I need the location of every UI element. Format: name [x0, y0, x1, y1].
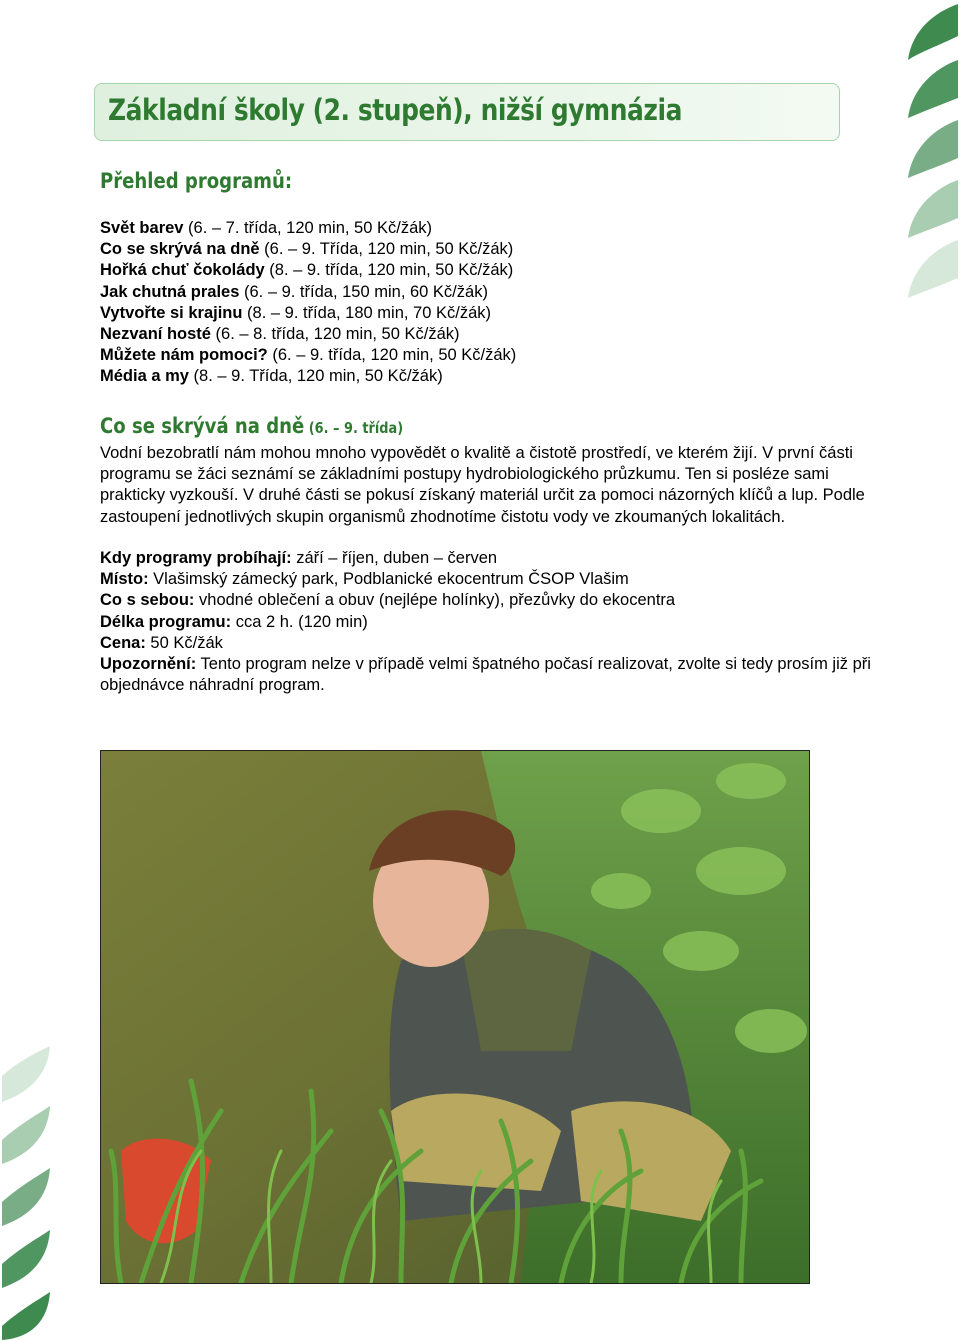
program-details-list: [100, 548, 880, 696]
detail-value: Tento program nelze v případě velmi špatného počasí realizovat, zvolte si tedy prosím již při objednávce náhradní program.: [100, 655, 871, 695]
list-item: [100, 260, 516, 281]
program-name: Hořká chuť čokolády: [100, 261, 265, 280]
program-details: (6. – 8. třída, 120 min, 50 Kč/žák): [210, 324, 460, 343]
photo-boy-by-pond: [100, 750, 810, 1284]
program-details: (6. – 7. třída, 120 min, 50 Kč/žák): [183, 219, 432, 237]
detail-warning: [100, 654, 880, 696]
program-description: Vodní bezobratlí nám mohou mnoho vypovědět o kvalitě a čistotě prostředí, ve kterém žijí. V první části programu se žáci seznámí se základními postupy hydrobiologického průzkumu. Ten si posléze sami prakticky vyzkouší. V druhé části se pokusí získaný materiál určit za pomoci názorných klíčů a lup. Podle zastoupení jednotlivých skupin organismů zhodnotíme čistotu vody ve zkoumaných lokalitách.: [100, 444, 865, 526]
list-item: [100, 303, 516, 324]
list-item: [100, 324, 516, 345]
program-details: (6. – 9. třída, 150 min, 60 Kč/žák): [239, 282, 488, 301]
leaf-decoration-bottom-left: [0, 1040, 55, 1340]
program-details: (8. – 9. Třída, 120 min, 50 Kč/žák): [188, 367, 443, 386]
list-item: [100, 218, 516, 239]
program-heading: [100, 414, 403, 438]
detail-when: [100, 548, 880, 569]
detail-value: cca 2 h. (120 min): [231, 612, 368, 631]
detail-value: Vlašimský zámecký park, Podblanické ekocentrum ČSOP Vlašim: [148, 570, 629, 589]
program-name: Vytvořte si krajinu: [100, 303, 243, 322]
program-details: (6. – 9. Třída, 120 min, 50 Kč/žák): [259, 240, 514, 259]
detail-value: vhodné oblečení a obuv (nejlépe holínky), přezůvky do ekocentra: [194, 591, 676, 610]
program-details: (8. – 9. třída, 180 min, 70 Kč/žák): [242, 303, 491, 322]
program-heading-name: Co se skrývá na dně: [100, 414, 305, 438]
program-details: (8. – 9. třída, 120 min, 50 Kč/žák): [264, 261, 514, 280]
list-item: [100, 366, 516, 387]
program-name: Co se skrývá na dně: [100, 240, 260, 259]
program-overview-list: [100, 218, 516, 388]
detail-label: Upozornění:: [100, 655, 197, 674]
detail-label: Cena:: [100, 633, 146, 652]
program-name: Svět barev: [100, 219, 184, 237]
list-item: [100, 345, 516, 366]
program-name: Média a my: [100, 367, 189, 386]
detail-place: [100, 569, 880, 590]
overview-heading: Přehled programů:: [100, 169, 293, 193]
detail-label: Kdy programy probíhají:: [100, 549, 292, 567]
program-heading-grades: (6. – 9. třída): [304, 419, 404, 437]
detail-value: 50 Kč/žák: [145, 633, 223, 652]
program-name: Nezvaní hosté: [100, 324, 211, 343]
list-item: [100, 239, 516, 260]
detail-price: [100, 633, 880, 654]
program-details: (6. – 9. třída, 120 min, 50 Kč/žák): [267, 346, 517, 365]
detail-bring: [100, 590, 880, 611]
program-name: Můžete nám pomoci?: [100, 346, 268, 365]
leaf-decoration-top-right: [900, 0, 960, 310]
detail-length: [100, 612, 880, 633]
program-name: Jak chutná prales: [100, 282, 240, 301]
list-item: [100, 282, 516, 303]
detail-label: Délka programu:: [100, 612, 232, 631]
page-title: Základní školy (2. stupeň), nižší gymnázia: [108, 93, 683, 127]
detail-value: září – říjen, duben – červen: [291, 549, 498, 567]
detail-label: Místo:: [100, 570, 149, 589]
detail-label: Co s sebou:: [100, 591, 195, 610]
